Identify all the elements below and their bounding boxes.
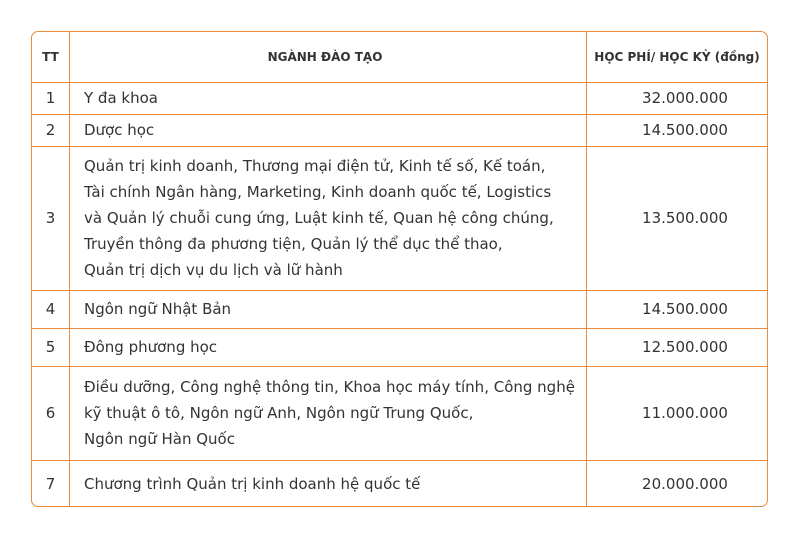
program-name-line: Chương trình Quản trị kinh doanh hệ quốc tế <box>84 475 421 494</box>
tuition-fee: 32.000.000 <box>587 82 768 114</box>
program-name-line: Ngôn ngữ Hàn Quốc <box>84 430 235 448</box>
program-name-line: Quản trị kinh doanh, Thương mại điện tử, Kinh tế số, Kế toán, <box>84 157 546 175</box>
tuition-table-grid <box>32 32 767 507</box>
tuition-fee: 14.500.000 <box>587 114 768 146</box>
table-row <box>32 460 767 507</box>
table-row <box>32 366 767 460</box>
row-number: 7 <box>32 460 70 507</box>
program-name <box>70 114 587 146</box>
program-name-line: Y đa khoa <box>84 89 158 107</box>
tuition-fee: 14.500.000 <box>587 290 768 328</box>
tuition-table <box>31 31 768 507</box>
program-name-line: Điều dưỡng, Công nghệ thông tin, Khoa học máy tính, Công nghệ <box>84 378 575 396</box>
header-program: NGÀNH ĐÀO TẠO <box>70 32 587 82</box>
table-row <box>32 146 767 290</box>
tuition-fee: 12.500.000 <box>587 328 768 366</box>
program-name <box>70 366 587 460</box>
table-row <box>32 290 767 328</box>
tuition-fee: 11.000.000 <box>587 366 768 460</box>
program-name <box>70 146 587 290</box>
tuition-fee: 20.000.000 <box>587 460 768 507</box>
table-header-row <box>32 32 767 82</box>
program-name-line: Dược học <box>84 121 155 139</box>
row-number: 5 <box>32 328 70 366</box>
header-tt: TT <box>32 32 70 82</box>
header-fee: HỌC PHÍ/ HỌC KỲ (đồng) <box>587 32 768 82</box>
program-name-line: Đông phương học <box>84 338 218 356</box>
row-number: 6 <box>32 366 70 460</box>
program-name-line: Truyền thông đa phương tiện, Quản lý thể dục thể thao, <box>84 235 503 253</box>
program-name-line: Ngôn ngữ Nhật Bản <box>84 300 232 318</box>
program-name-line: và Quản lý chuỗi cung ứng, Luật kinh tế, Quan hệ công chúng, <box>84 209 554 227</box>
row-number: 2 <box>32 114 70 146</box>
program-name-line: kỹ thuật ô tô, Ngôn ngữ Anh, Ngôn ngữ Trung Quốc, <box>84 404 474 422</box>
program-name-line: Tài chính Ngân hàng, Marketing, Kinh doanh quốc tế, Logistics <box>84 183 552 201</box>
program-name <box>70 290 587 328</box>
program-name <box>70 460 587 507</box>
table-row <box>32 114 767 146</box>
table-row <box>32 328 767 366</box>
program-name <box>70 82 587 114</box>
table-row <box>32 82 767 114</box>
row-number: 4 <box>32 290 70 328</box>
row-number: 3 <box>32 146 70 290</box>
row-number: 1 <box>32 82 70 114</box>
program-name-line: Quản trị dịch vụ du lịch và lữ hành <box>84 261 343 279</box>
program-name <box>70 328 587 366</box>
tuition-fee: 13.500.000 <box>587 146 768 290</box>
